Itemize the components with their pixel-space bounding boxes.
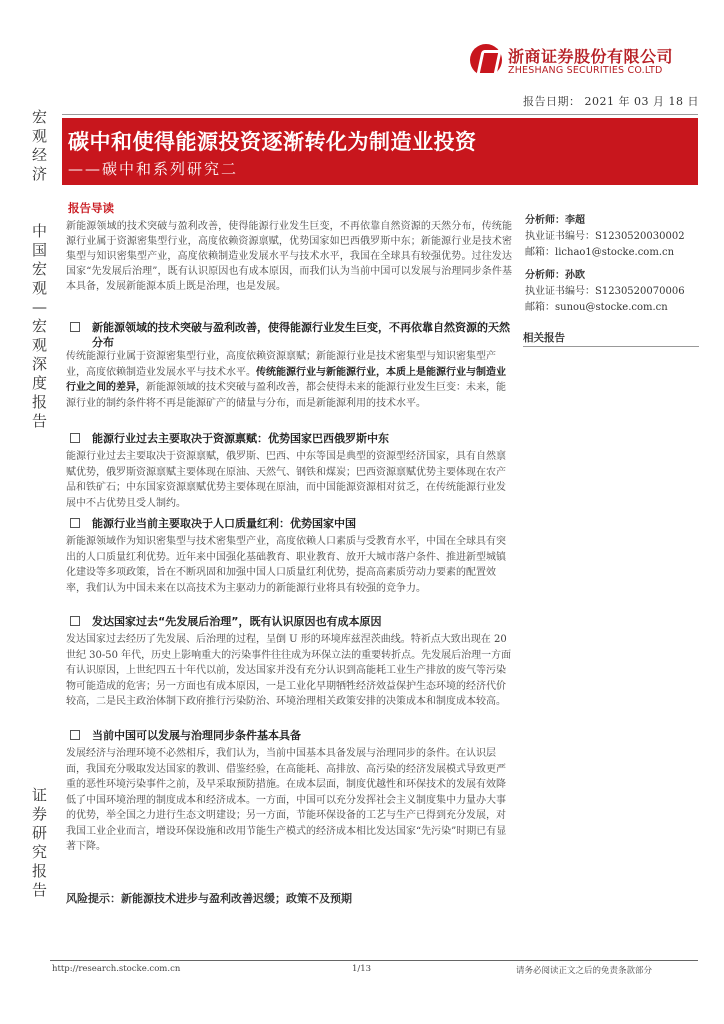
risk-warning: 风险提示：新能源技术进步与盈利改善迟缓；政策不及预期 [66, 892, 352, 905]
intro-heading: 报告导读 [68, 201, 114, 215]
analyst-card: 分析师：孙欧 执业证书编号：S1230520070006 邮箱：sunou@stocke.com.cn [525, 270, 685, 313]
page-title: 碳中和使得能源投资逐渐转化为制造业投资 [68, 130, 477, 154]
footer-disclaimer: 请务必阅读正文之后的免责条款部分 [516, 966, 653, 976]
sidebar-series: 中 国 宏 观 — 宏 观 深 度 报 告 [31, 222, 47, 430]
analyst-name: 李超 [565, 215, 585, 226]
section-5-heading: 当前中国可以发展与治理同步条件基本具备 [70, 728, 510, 743]
section-4-text: 发达国家过去经历了先发展、后治理的过程，呈倒 U 形的环境库兹涅茨曲线。特祈点大致出现在 20 世纪 30-50 年代，历史上影响重大的污染事件往往成为环保立法的重要转折点。先发展后治理一方面有认识原因，上世纪四五十年代以前，发达国家并没有充分认识到高能耗工业生产排放的废气等污染物可能造成的危害；另一方面也有成本原因，一是工业化早期牺牲经济效益保护生态环境的经济代价较高，二是民主政治体制下政府推行污染防治、环境治理相关政策安排的决策成本和制度成本较高。 [66, 634, 512, 707]
section-1-heading: 新能源领域的技术突破与盈利改善，使得能源行业发生巨变，不再依靠自然资源的天然分布 [70, 320, 510, 350]
footer-divider [50, 960, 698, 961]
bullet-square-icon [70, 730, 80, 740]
bullet-square-icon [70, 518, 80, 528]
section-5-text: 发展经济与治理环境不必然相斥，我们认为，当前中国基本具备发展与治理同步的条件。在认识层面，我国充分吸取发达国家的教训、借鉴经验，在高能耗、高排放、高污染的经济发展模式导致更严重的恶性环境污染事件之前，及早采取预防措施。在成本层面，制度优越性和环保技术的发展有效降低了中国环境治理的制度成本和经济成本。一方面，中国可以充分发挥社会主义制度集中力量办大事的优势，举全国之力进行生态文明建设；另一方面，节能环保设备的工艺与生产已得到充分发展，对我国工业企业而言，增设环保设施和改用节能生产模式的经济成本相比发达国家“先污染”时期已有显著下降。 [66, 748, 507, 852]
company-logo [470, 40, 680, 80]
zheshang-logo-icon [470, 44, 502, 76]
page-subtitle: ——碳中和系列研究二 [68, 160, 239, 178]
report-date: 报告日期： 2021 年 03 月 18 日 [523, 95, 699, 108]
analyst-email[interactable]: sunou@stocke.com.cn [555, 302, 668, 313]
section-3-text: 新能源领域作为知识密集型与技术密集型产业，高度依赖人口素质与受教育水平，中国在全球具有突出的人口质量红利优势。近年来中国强化基础教育、职业教育、放开大城市落户条件、推进新型城镇化建设等多项政策，旨在不断巩固和加强中国人口质量红利优势，提高高素质劳动力要素的配置效率，我们认为中国未来在以高技术为主驱动力的新能源行业将具有较强的竞争力。 [66, 536, 506, 594]
page-number: 1/13 [352, 964, 372, 974]
section-4-heading: 发达国家过去“先发展后治理”，既有认识原因也有成本原因 [70, 614, 510, 629]
analyst-name: 孙欧 [565, 270, 585, 281]
company-name-cn: 浙商证券股份有限公司 [508, 47, 674, 66]
section-3-heading: 能源行业当前主要取决于人口质量红利：优势国家中国 [70, 516, 510, 531]
related-reports-heading: 相关报告 [523, 332, 565, 344]
intro-text: 新能源领域的技术突破与盈利改善，使得能源行业发生巨变，不再依靠自然资源的天然分布，传统能源行业属于资源密集型行业，高度依赖资源禀赋，优势国家如巴西俄罗斯中东；新能源行业是技术密集型与知识密集型产业，高度依赖制造业发展水平与技术水平，我国在全球具有较强优势。过往发达国家“先发展后治理”，既有认识原因也有成本原因，而我们认为当前中国可以发展与治理同步条件基本具备，发展新能源本质上既是治理，也是发展。 [66, 221, 512, 292]
footer-url[interactable]: http://research.stocke.com.cn [52, 964, 181, 974]
analyst-cert: S1230520030002 [595, 231, 685, 242]
section-1-text: 传统能源行业属于资源密集型行业，高度依赖资源禀赋；新能源行业是技术密集型与知识密集型产业，高度依赖制造业发展水平与技术水平。传统能源行业与新能源行业，本质上是能源行业与制造业行业之间的差异，新能源领域的技术突破与盈利改善，都会使得未来的能源行业发生巨变：未来，能源行业的制约条件将不再是能源矿产的储量与分布，而是新能源利用的技术水平。 [66, 351, 506, 409]
divider [62, 114, 698, 115]
analyst-email[interactable]: lichao1@stocke.com.cn [555, 247, 675, 258]
title-banner [62, 118, 698, 185]
bullet-square-icon [70, 616, 80, 626]
sidebar-report-type: 证 券 研 究 报 告 [31, 786, 47, 899]
bullet-square-icon [70, 433, 80, 443]
section-2-text: 能源行业过去主要取决于资源禀赋，俄罗斯、巴西、中东等国是典型的资源型经济国家，具有自然禀赋优势，俄罗斯资源禀赋主要体现在原油、天然气、钢铁和煤炭；巴西资源禀赋优势主要体现在农产品和铁矿石；中东国家资源禀赋优势主要体现在原油，而中国能源资源相对贫乏，在传统能源行业发展中不占优势且受人制约。 [66, 451, 506, 509]
company-name-en: ZHESHANG SECURITIES CO.LTD [508, 65, 663, 76]
divider [523, 346, 699, 347]
analyst-cert: S1230520070006 [595, 286, 685, 297]
section-2-heading: 能源行业过去主要取决于资源禀赋：优势国家巴西俄罗斯中东 [70, 431, 510, 446]
analyst-card: 分析师：李超 执业证书编号：S1230520030002 邮箱：lichao1@stocke.com.cn [525, 215, 685, 258]
bullet-square-icon [70, 322, 80, 332]
sidebar-category: 宏 观 经 济 [31, 108, 47, 183]
